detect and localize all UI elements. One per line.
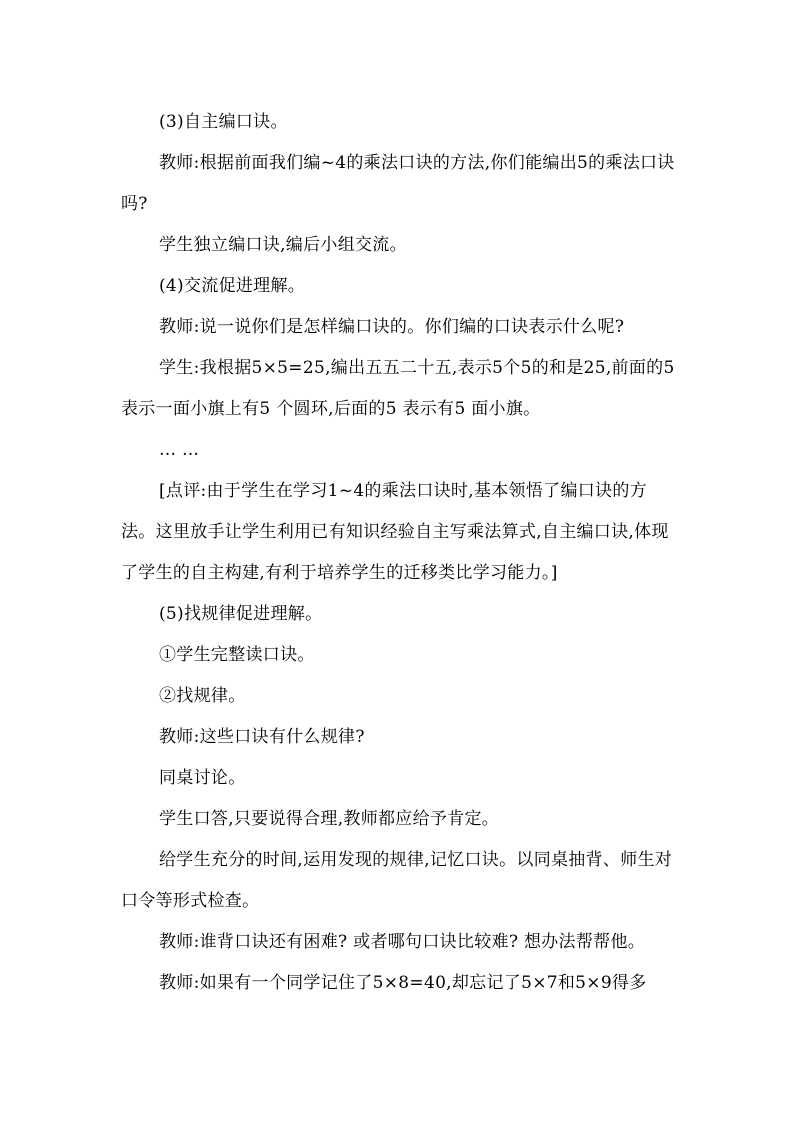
paragraph: 教师:如果有一个同学记住了5×8=40,却忘记了5×7和5×9得多	[159, 973, 647, 993]
document-body	[121, 102, 681, 1004]
paragraph: 给学生充分的时间,运用发现的规律,记忆口诀。以同桌抽背、师生对口令等形式检查。	[121, 850, 673, 911]
paragraph: … …	[159, 440, 200, 460]
paragraph: 学生:我根据5×5=25,编出五五二十五,表示5个5的和是25,前面的5 表示一面小旗上有5 个圆环,后面的5 表示有5 面小旗。	[121, 358, 675, 419]
paragraph: ②找规律。	[159, 686, 246, 706]
paragraph: 教师:谁背口诀还有困难? 或者哪句口诀比较难? 想办法帮帮他。	[159, 932, 646, 952]
paragraph: 学生独立编口诀,编后小组交流。	[159, 235, 407, 255]
paragraph: 教师:根据前面我们编~4的乘法口诀的方法,你们能编出5的乘法口诀吗?	[121, 153, 675, 214]
paragraph: ①学生完整读口诀。	[159, 645, 315, 665]
paragraph: (4)交流促进理解。	[159, 276, 306, 296]
paragraph: 学生口答,只要说得合理,教师都应给予肯定。	[159, 809, 500, 829]
paragraph: 同桌讨论。	[159, 768, 246, 788]
paragraph: (3)自主编口诀。	[159, 112, 288, 132]
paragraph: 教师:这些口诀有什么规律?	[159, 727, 365, 747]
paragraph: 教师:说一说你们是怎样编口诀的。你们编的口诀表示什么呢?	[159, 317, 625, 337]
paragraph: (5)找规律促进理解。	[159, 604, 323, 624]
paragraph: [点评:由于学生在学习1~4的乘法口诀时,基本领悟了编口诀的方法。这里放手让学生利用已有知识经验自主写乘法算式,自主编口诀,体现了学生的自主构建,有利于培养学生的迁移类比学习能力。]	[121, 481, 669, 583]
